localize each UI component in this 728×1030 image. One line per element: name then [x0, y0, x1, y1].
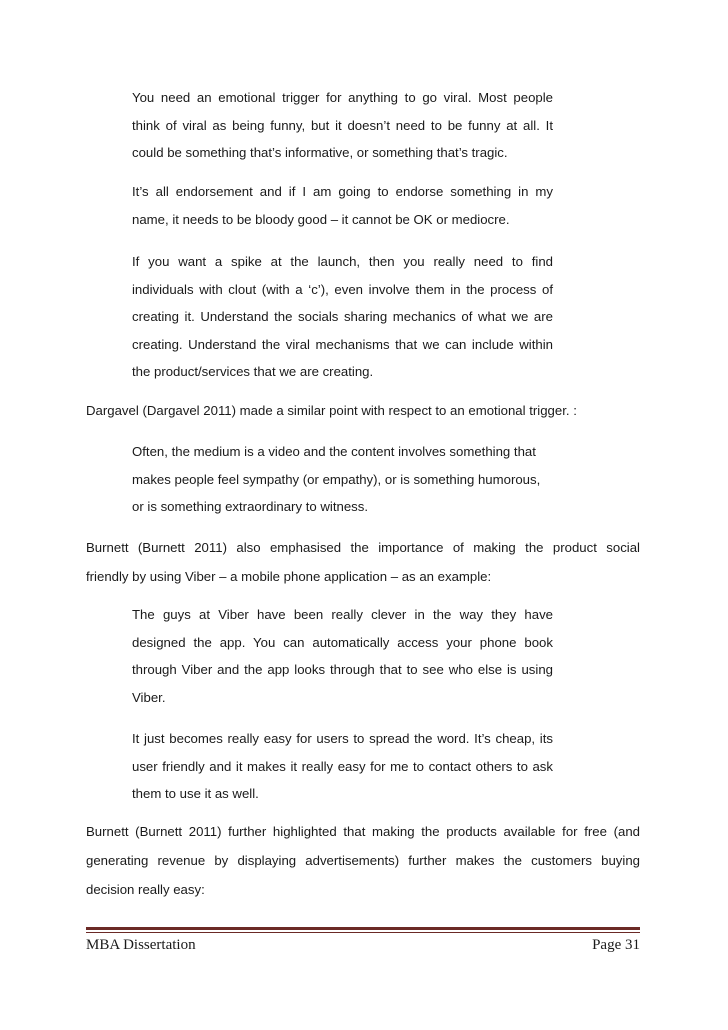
text-line: the product/services that we are creating.	[132, 364, 374, 379]
block-quote-1	[132, 84, 553, 167]
quote-paragraph	[132, 601, 553, 711]
quote-paragraph	[132, 248, 553, 386]
text-line: Burnett (Burnett 2011) further highlighted that making the products available for free (and	[86, 824, 640, 839]
text-line: It just becomes really easy for users to spread the word. It’s cheap, its	[132, 731, 553, 746]
page-number: Page 31	[592, 937, 640, 953]
text-line: or is something extraordinary to witness.	[132, 499, 369, 514]
text-line: If you want a spike at the launch, then you really need to find	[132, 254, 553, 269]
text-line: designed the app. You can automatically access your phone book	[132, 634, 553, 650]
quote-paragraph	[132, 725, 553, 808]
text-line: user friendly and it makes it really easy for me to contact others to ask	[132, 758, 553, 774]
text-line: You need an emotional trigger for anything to go viral. Most people	[132, 90, 553, 105]
quote-paragraph	[132, 438, 553, 521]
text-line: creating. Understand the viral mechanisms that we can include within	[132, 336, 553, 352]
text-line: Viber.	[132, 689, 166, 705]
quote-paragraph	[132, 84, 553, 167]
text-line: The guys at Viber have been really clever in the way they have	[132, 607, 553, 622]
text-line: think of viral as being funny, but it doesn’t need to be funny at all. It	[132, 117, 553, 133]
text-line: decision really easy:	[86, 882, 205, 897]
text-line: through Viber and the app looks through that to see who else is using	[132, 662, 553, 677]
text-line: them to use it as well.	[132, 786, 259, 801]
text-line: could be something that’s informative, or something that’s tragic.	[132, 145, 508, 160]
block-quote-1c	[132, 248, 553, 386]
block-quote-2	[132, 438, 553, 521]
block-quote-3b	[132, 725, 553, 808]
text-line: Burnett (Burnett 2011) also emphasised the importance of making the product social	[86, 540, 640, 555]
body-paragraph-2	[86, 533, 640, 591]
body-paragraph-1	[86, 396, 640, 425]
text-line: makes people feel sympathy (or empathy), or is something humorous,	[132, 471, 541, 487]
footer-title: MBA Dissertation	[86, 937, 196, 953]
body-paragraph-3	[86, 817, 640, 904]
text-line: friendly by using Viber – a mobile phone application – as an example:	[86, 569, 492, 584]
text-line: It’s all endorsement and if I am going to endorse something in my	[132, 184, 553, 199]
quote-paragraph	[132, 178, 553, 233]
text-line: Dargavel (Dargavel 2011) made a similar point with respect to an emotional trigger. :	[86, 403, 577, 418]
text-line: creating it. Understand the socials sharing mechanics of what we are	[132, 309, 553, 324]
footer-rule-thin	[86, 932, 640, 933]
text-line: individuals with clout (with a ‘c’), even involve them in the process of	[132, 281, 553, 297]
footer-rule	[86, 927, 640, 930]
block-quote-3	[132, 601, 553, 711]
block-quote-1b	[132, 178, 553, 233]
text-line: Often, the medium is a video and the content involves something that	[132, 444, 536, 459]
text-line: generating revenue by displaying advertisements) further makes the customers buying	[86, 853, 640, 868]
text-line: name, it needs to be bloody good – it cannot be OK or mediocre.	[132, 211, 510, 227]
